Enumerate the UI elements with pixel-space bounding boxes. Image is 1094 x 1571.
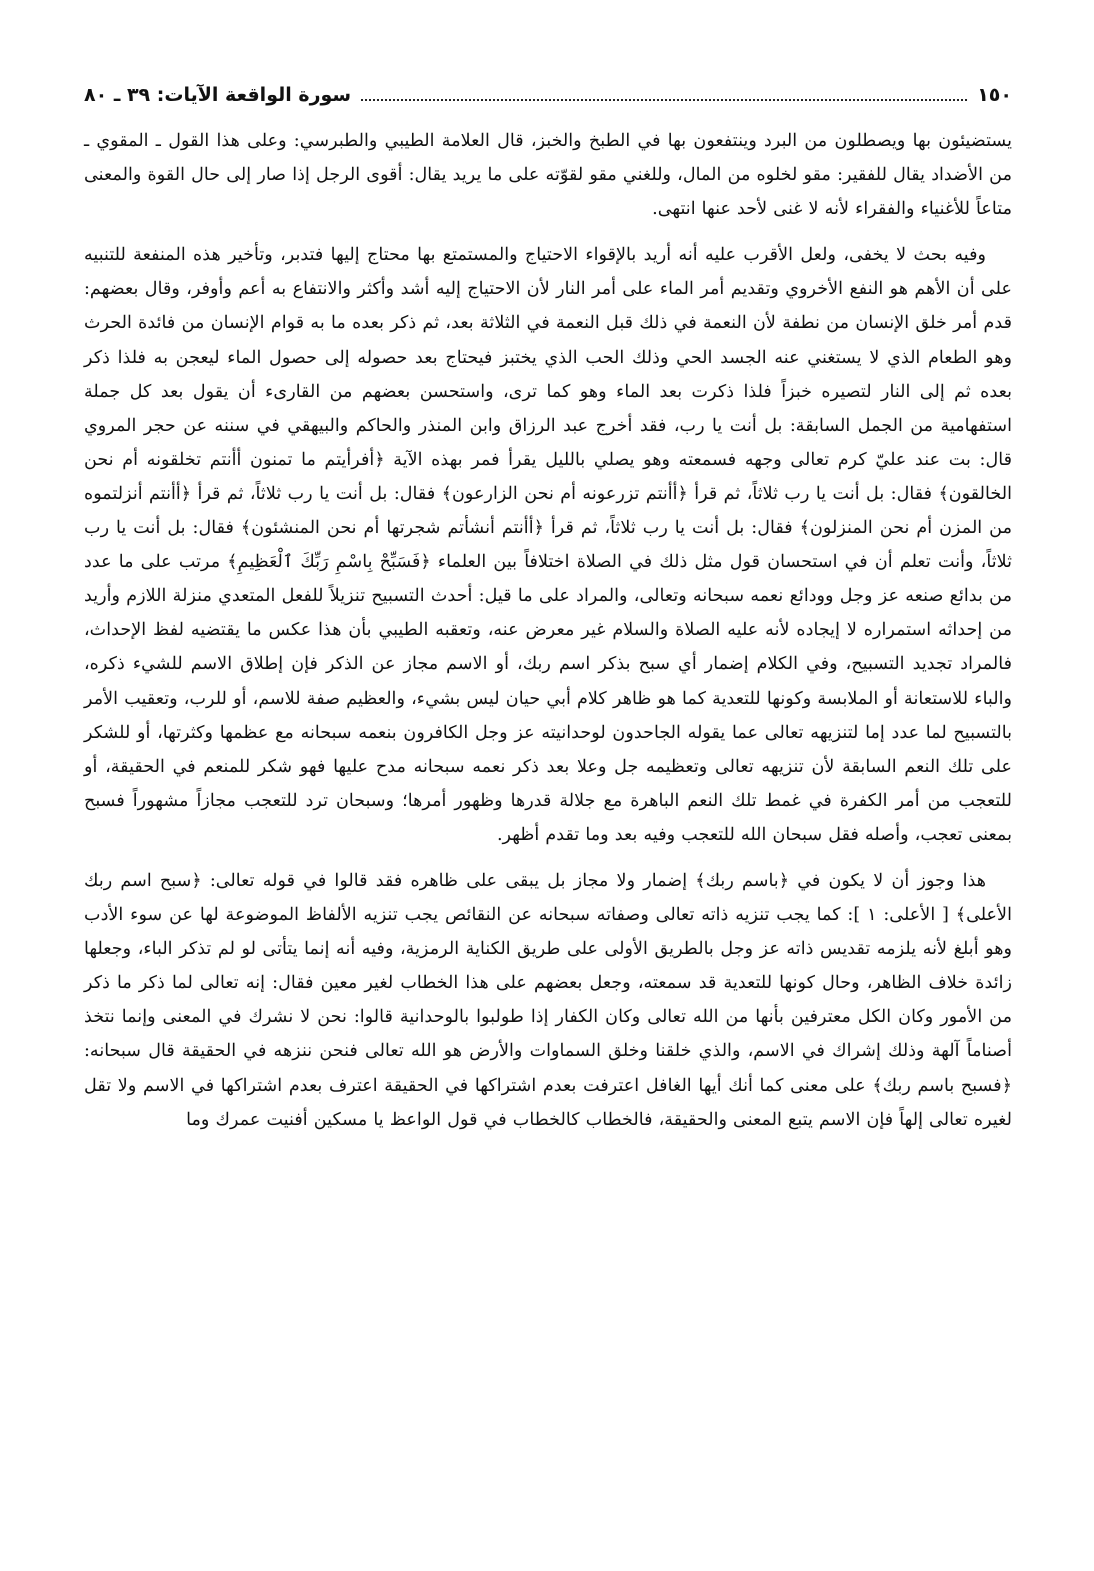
paragraph-2: وفيه بحث لا يخفى، ولعل الأقرب عليه أنه أريد بالإقواء الاحتياج والمستمتع بها محتاج إليها فتدبر، وتأخير هذه المنفعة للتنبيه على أن الأهم هو النفع الأخروي وتقديم أمر الماء على أمر النار لأن الاحتياج إليه أشد وأكثر والانتفاع به أعم وأوفر، وقال بعضهم: قدم أمر خلق الإنسان من نطفة لأن النعمة في ذلك قبل النعمة في الثلاثة بعد، ثم ذكر بعده ما به قوام الإنسان من فائدة الحرث وهو الطعام الذي لا يستغني عنه الجسد الحي وذلك الحب الذي يختبز فيحتاج بعد حصوله إلى حصول الماء ليعجن به فلذا ذكر بعده ثم إلى النار لتصيره خبزاً فلذا ذكرت بعد الماء وهو كما ترى، واستحسن بعضهم من القارىء أن يقول بعد كل جملة استفهامية من الجمل السابقة: بل أنت يا رب، فقد أخرج عبد الرزاق وابن المنذر والحاكم والبيهقي في سننه عن حجر المروي قال: بت عند عليّ كرم تعالى وجهه فسمعته وهو يصلي بالليل يقرأ فمر بهذه الآية ﴿أفرأيتم ما تمنون أأنتم تخلقونه أم نحن الخالقون﴾ فقال: بل أنت يا رب ثلاثاً، ثم قرأ ﴿أأنتم تزرعونه أم نحن الزارعون﴾ فقال: بل أنت يا رب ثلاثاً، ثم قرأ ﴿أأنتم أنزلتموه من المزن أم نحن المنزلون﴾ فقال: بل أنت يا رب ثلاثاً، ثم قرأ ﴿أأنتم أنشأتم شجرتها أم نحن المنشئون﴾ فقال: بل أنت يا رب ثلاثاً، وأنت تعلم أن في استحسان قول مثل ذلك في الصلاة اختلافاً بين العلماء ﴿فَسَبِّحْ بِاسْمِ رَبِّكَ ٱلْعَظِيمِ﴾ مرتب على ما عدد من بدائع صنعه عز وجل وودائع نعمه سبحانه وتعالى، والمراد على ما قيل: أحدث التسبيح تنزيلاً للفعل المتعدي منزلة اللازم وأريد من إحداثه استمراره لا إيجاده لأنه عليه الصلاة والسلام غير معرض عنه، وتعقبه الطيبي بأن هذا عكس ما يقتضيه لفظ الإحداث، فالمراد تجديد التسبيح، وفي الكلام إضمار أي سبح بذكر اسم ربك، أو الاسم مجاز عن الذكر فإن إطلاق الاسم للشيء ذكره، والباء للاستعانة أو الملابسة وكونها للتعدية كما هو ظاهر كلام أبي حيان ليس بشيء، والعظيم صفة للاسم، أو للرب، وتعقيب الأمر بالتسبيح لما عدد إما لتنزيهه تعالى عما يقوله الجاحدون لوحدانيته عز وجل الكافرون بنعمه سبحانه مع عظمها وكثرتها، أو للشكر على تلك النعم السابقة لأن تنزيهه تعالى وتعظيمه جل وعلا بعد ذكر نعمه سبحانه مدح عليها فهو شكر للمنعم في الحقيقة، أو للتعجب من أمر الكفرة في غمط تلك النعم الباهرة مع جلالة قدرها وظهور أمرها؛ وسبحان ترد للتعجب مجازاً مشهوراً فسبح بمعنى تعجب، وأصله فقل سبحان الله للتعجب وفيه بعد وما تقدم أظهر.: [84, 245, 1013, 845]
chapter-title: سورة الواقعة الآيات: ٣٩ ـ ٨٠: [84, 84, 352, 106]
page-number: ١٥٠: [977, 84, 1012, 106]
book-page: [84, 78, 1012, 1137]
paragraph-1: يستضيئون بها ويصطلون من البرد وينتفعون بها في الطبخ والخبز، قال العلامة الطيبي والطبرسي: وعلى هذا القول ـ المقوي ـ من الأضداد يقال للفقير: مقو لخلوه من المال، وللغني مقو لقوّته على ما يريد يقال: أقوى الرجل إذا صار إلى حال القوة والمعنى متاعاً للأغنياء والفقراء لأنه لا غنى لأحد عنها انتهى.: [84, 131, 1012, 220]
header-dotted-leader: [361, 89, 967, 101]
running-header: [84, 78, 1012, 112]
body-text: [84, 124, 1012, 1137]
paragraph-3: هذا وجوز أن لا يكون في ﴿باسم ربك﴾ إضمار ولا مجاز بل يبقى على ظاهره فقد قالوا في قوله تعالى: ﴿سبح اسم ربك الأعلى﴾ [ الأعلى: ١ ]: كما يجب تنزيه ذاته تعالى وصفاته سبحانه عن النقائص يجب تنزيه الألفاظ الموضوعة لها عن سوء الأدب وهو أبلغ لأنه يلزمه تقديس ذاته عز وجل بالطريق الأولى على طريق الكناية الرمزية، وفيه أنه إنما يتأتى لو لم تذكر الباء، وجعلها زائدة خلاف الظاهر، وحال كونها للتعدية قد سمعته، وجعل بعضهم على هذا الخطاب لغير معين فقال: إنه تعالى لما ذكر ما ذكر من الأمور وكان الكل معترفين بأنها من الله تعالى وكان الكفار إذا طولبوا بالوحدانية قالوا: نحن لا نشرك في المعنى وإنما نتخذ أصناماً آلهة وذلك إشراك في الاسم، والذي خلقنا وخلق السماوات والأرض هو الله تعالى فنحن ننزهه في الحقيقة قال سبحانه: ﴿فسبح باسم ربك﴾ على معنى كما أنك أيها الغافل اعترفت بعدم اشتراكها في الحقيقة اعترف بعدم اشتراكها في الاسم ولا تقل لغيره تعالى إلهاً فإن الاسم يتبع المعنى والحقيقة، فالخطاب كالخطاب في قول الواعظ يا مسكين أفنيت عمرك وما: [84, 870, 1012, 1130]
